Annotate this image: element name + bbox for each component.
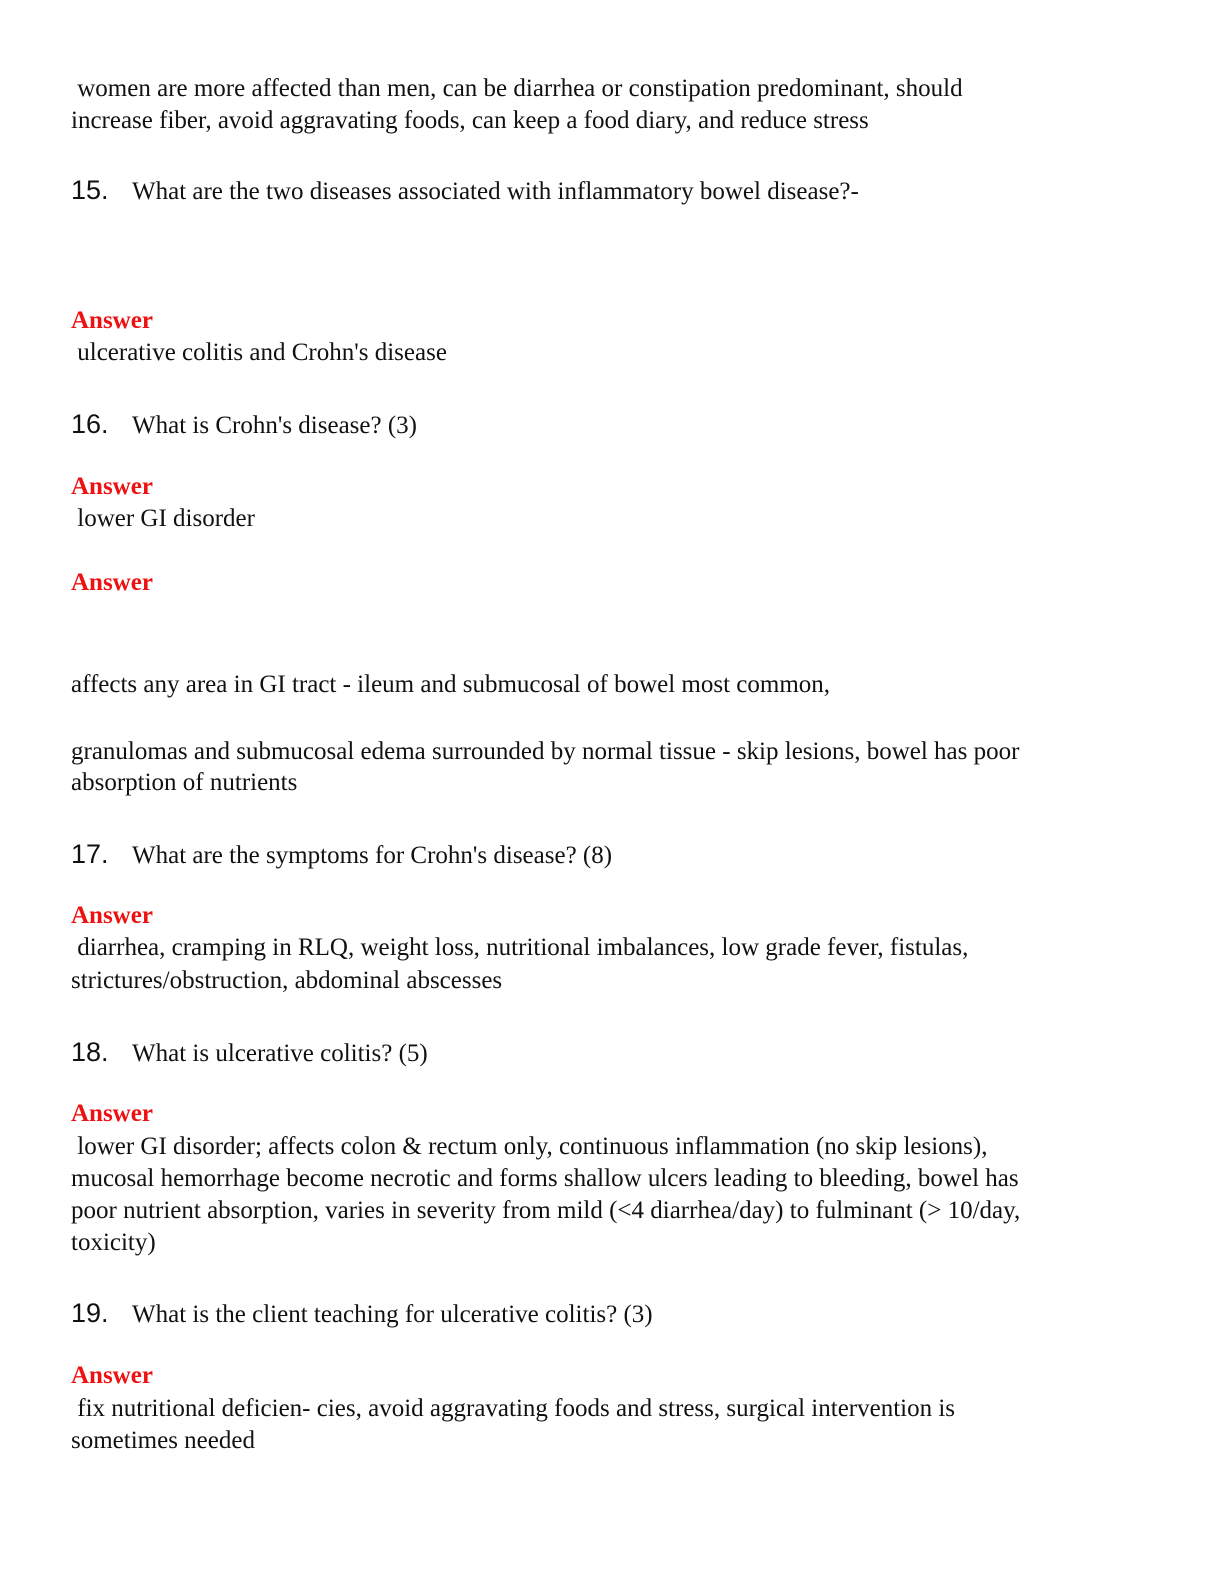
answer-label: Answer xyxy=(71,569,153,596)
answer-text: diarrhea, cramping in RLQ, weight loss, nutritional imbalances, low grade fever, fistulas, xyxy=(71,934,969,961)
answer-text: strictures/obstruction, abdominal abscesses xyxy=(71,967,503,994)
question-19 xyxy=(71,1297,1151,1331)
answer-text: mucosal hemorrhage become necrotic and forms shallow ulcers leading to bleeding, bowel has xyxy=(71,1165,1019,1192)
answer-label: Answer xyxy=(71,307,153,334)
answer-text: absorption of nutrients xyxy=(71,769,298,796)
answer-label: Answer xyxy=(71,1100,153,1127)
question-text: What is Crohn's disease? (3) xyxy=(132,412,417,439)
answer-text: fix nutritional deficien- cies, avoid aggravating foods and stress, surgical intervention is xyxy=(71,1395,956,1422)
answer-text: granulomas and submucosal edema surrounded by normal tissue - skip lesions, bowel has poor xyxy=(71,738,1020,765)
answer-text: ulcerative colitis and Crohn's disease xyxy=(71,339,447,366)
question-number: 19. xyxy=(71,1298,109,1328)
answer-text: sometimes needed xyxy=(71,1427,255,1454)
question-text: What are the two diseases associated with inflammatory bowel disease?- xyxy=(132,178,859,205)
question-17 xyxy=(71,838,1151,872)
intro-line-1: women are more affected than men, can be diarrhea or constipation predominant, should xyxy=(71,75,963,102)
question-15 xyxy=(71,174,1151,208)
answer-text: affects any area in GI tract - ileum and submucosal of bowel most common, xyxy=(71,671,831,698)
question-number: 15. xyxy=(71,175,109,205)
answer-text: poor nutrient absorption, varies in severity from mild (<4 diarrhea/day) to fulminant (> 10/day, xyxy=(71,1197,1021,1224)
answer-text: toxicity) xyxy=(71,1229,156,1256)
question-number: 17. xyxy=(71,839,109,869)
answer-text: lower GI disorder xyxy=(71,505,255,532)
answer-text: lower GI disorder; affects colon & rectum only, continuous inflammation (no skip lesions), xyxy=(71,1133,988,1160)
question-text: What is ulcerative colitis? (5) xyxy=(132,1040,428,1067)
answer-label: Answer xyxy=(71,902,153,929)
question-text: What are the symptoms for Crohn's disease? (8) xyxy=(132,842,613,869)
question-text: What is the client teaching for ulcerative colitis? (3) xyxy=(132,1301,653,1328)
answer-label: Answer xyxy=(71,1362,153,1389)
question-number: 16. xyxy=(71,409,109,439)
question-16 xyxy=(71,408,1151,442)
question-18 xyxy=(71,1036,1151,1070)
intro-line-2: increase fiber, avoid aggravating foods, can keep a food diary, and reduce stress xyxy=(71,107,869,134)
question-number: 18. xyxy=(71,1037,109,1067)
answer-label: Answer xyxy=(71,473,153,500)
